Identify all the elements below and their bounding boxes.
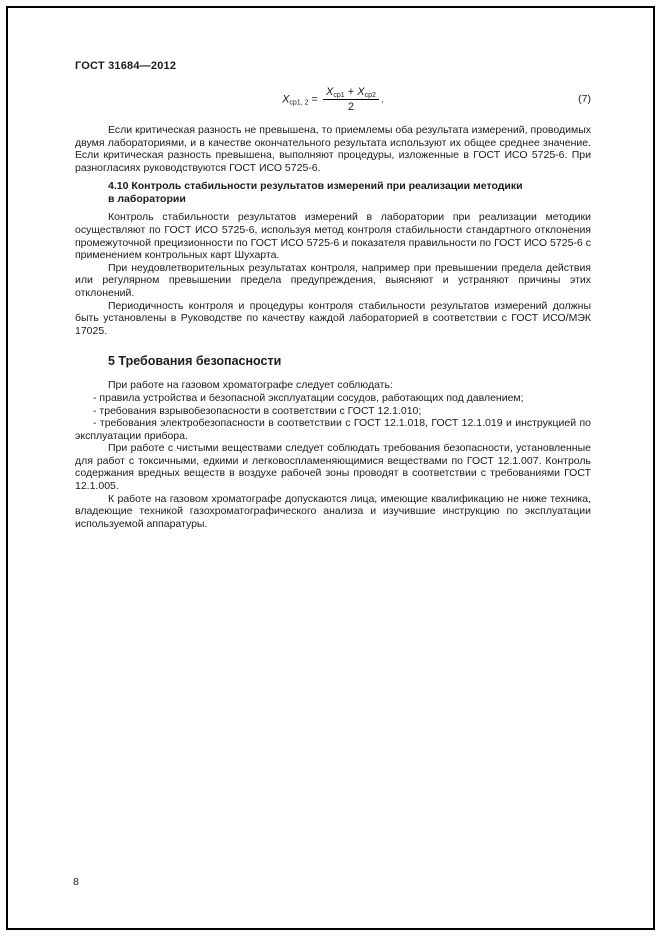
equation-lhs-subscript: ср1, 2 — [289, 98, 309, 106]
equation-row — [75, 82, 591, 116]
section-heading-4-10-line2: в лаборатории — [108, 193, 186, 206]
document-title: ГОСТ 31684—2012 — [75, 60, 177, 72]
page-frame — [6, 6, 655, 930]
paragraph-stability-control: Контроль стабильности результатов измерений в лаборатории при реализации методики осуществляют по ГОСТ ИСО 5725-6, используя метод контроля стабильности стандартного отклонения промежуточной прецизионности по ГОСТ ИСО 5725-6 и показателя правильности по ГОСТ ИСО 5725-6 с применением контрольных карт Шухарта. — [75, 211, 591, 262]
paragraph-control-periodicity: Периодичность контроля и процедуры контроля стабильности результатов измерений должны быть установлены в Руководстве по качеству каждой лабораторией в соответствии с ГОСТ ИСО/МЭК 17025. — [75, 299, 591, 337]
equation-lhs: X — [282, 92, 290, 105]
fraction — [323, 86, 379, 113]
numerator-x2: X — [357, 85, 365, 98]
list-item-vessels: - правила устройства и безопасной эксплуатации сосудов, работающих под давлением; — [93, 391, 524, 404]
fraction-denominator: 2 — [347, 100, 354, 113]
fraction-numerator — [323, 86, 379, 100]
paragraph-safety-intro: При работе на газовом хроматографе следует соблюдать: — [108, 379, 393, 392]
paragraph-personnel-qualification: К работе на газовом хроматографе допускаются лица, имеющие квалификацию не ниже техника, владеющие техникой газохроматографического анализа и изучившие инструкцию по эксплуатации используемой аппаратуры. — [75, 492, 591, 530]
paragraph-unsatisfactory-results: При неудовлетворительных результатах контроля, например при превышении предела действия или регулярном превышении предела предупреждения, выясняют и устраняют причины этих отклонений. — [75, 261, 591, 299]
list-item-electrical-safety: - требования электробезопасности в соответствии с ГОСТ 12.1.018, ГОСТ 12.1.019 и инструкцией по эксплуатации прибора. — [75, 417, 591, 442]
equation — [282, 86, 384, 113]
paragraph-pure-substances: При работе с чистыми веществами следует соблюдать требования безопасности, установленные для работ с токсичными, едкими и легковоспламеняющимися веществами по ГОСТ 12.1.007. Контроль содержания вредных веществ в воздухе рабочей зоны проводят в соответствии с требованиями ГОСТ 12.1.005. — [75, 442, 591, 493]
section-heading-5: 5 Требования безопасности — [108, 354, 282, 369]
numerator-x1: X — [326, 85, 334, 98]
section-heading-4-10 — [75, 180, 591, 206]
page-number: 8 — [73, 876, 79, 888]
plus-sign: + — [344, 85, 358, 98]
list-item-explosion-safety: - требования взрывобезопасности в соответствии с ГОСТ 12.1.010; — [93, 404, 422, 417]
equation-number: (7) — [578, 93, 591, 105]
section-heading-4-10-line1: 4.10 Контроль стабильности результатов измерений при реализации методики — [108, 180, 523, 193]
paragraph-critical-difference: Если критическая разность не превышена, то приемлемы оба результата измерений, проводимых двумя лабораториями, и в качестве окончательного результата используют их общее среднее значение. Если критическая разность превышена, выполняют процедуры, изложенные в ГОСТ ИСО 5725-6. При разногласиях руководствуются ГОСТ ИСО 5725-6. — [75, 124, 591, 174]
equals-sign: = — [308, 92, 322, 105]
numerator-x2-subscript: ср2 — [364, 91, 376, 99]
numerator-x1-subscript: ср1 — [333, 91, 345, 99]
equation-period: . — [380, 92, 384, 105]
